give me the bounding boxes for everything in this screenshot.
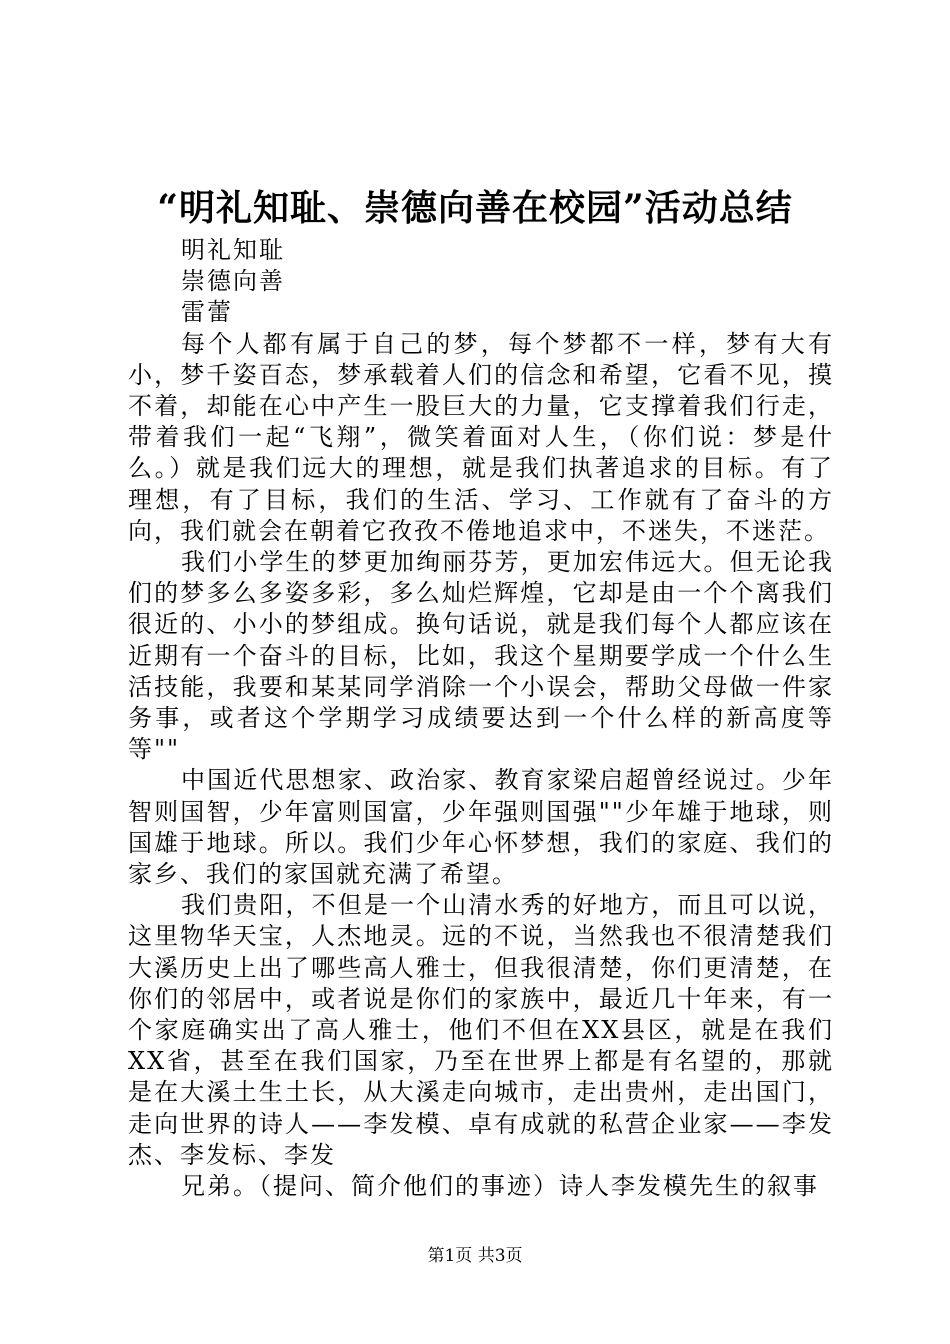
subtitle-line-2: 崇德向善 [181,267,285,296]
page-number-footer: 第1页 共3页 [427,1246,523,1266]
document-title: “明礼知耻、崇德向善在校园”活动总结 [157,187,793,229]
document-body [128,235,834,1202]
paragraph-3: 中国近代思想家、政治家、教育家梁启超曾经说过。少年智则国智，少年富则国富，少年强则国强""少年雄于地球，则国雄于地球。所以。我们少年心怀梦想，我们的家庭、我们的家乡、我们的家国就充满了希望。 [128,766,834,889]
subtitle-line-1: 明礼知耻 [181,236,285,264]
paragraph-4: 我们贵阳，不但是一个山清水秀的好地方，而且可以说，这里物华天宝，人杰地灵。远的不说，当然我也不很清楚我们大溪历史上出了哪些高人雅士，但我很清楚，你们更清楚，在你们的邻居中，或者说是你们的家族中，最近几十年来，有一个家庭确实出了高人雅士，他们不但在XX县区，就是在我们XX省，甚至在我们国家，乃至在世界上都是有名望的，那就是在大溪土生土长，从大溪走向城市，走出贵州，走出国门，走向世界的诗人——李发模、卓有成就的私营企业家——李发杰、李发标、李发 [128,891,834,1169]
author-name: 雷蕾 [181,298,233,327]
paragraph-2: 我们小学生的梦更加绚丽芬芳，更加宏伟远大。但无论我们的梦多么多姿多彩，多么灿烂辉煌，它却是由一个个离我们很近的、小小的梦组成。换句话说，就是我们每个人都应该在近期有一个奋斗的目标，比如，我这个星期要学成一个什么生活技能，我要和某某同学消除一个小误会，帮助父母做一件家务事，或者这个学期学习成绩要达到一个什么样的新高度等等"" [128,548,834,764]
paragraph-5: 兄弟。（提问、简介他们的事迹）诗人李发模先生的叙事 [181,1172,819,1201]
paragraph-1: 每个人都有属于自己的梦，每个梦都不一样，梦有大有小，梦千姿百态，梦承载着人们的信念和希望，它看不见，摸不着，却能在心中产生一股巨大的力量，它支撑着我们行走，带着我们一起“飞翔”，微笑着面对人生，（你们说：梦是什么。）就是我们远大的理想，就是我们执著追求的目标。有了理想，有了目标，我们的生活、学习、工作就有了奋斗的方向，我们就会在朝着它孜孜不倦地追求中，不迷失，不迷茫。 [128,329,834,545]
